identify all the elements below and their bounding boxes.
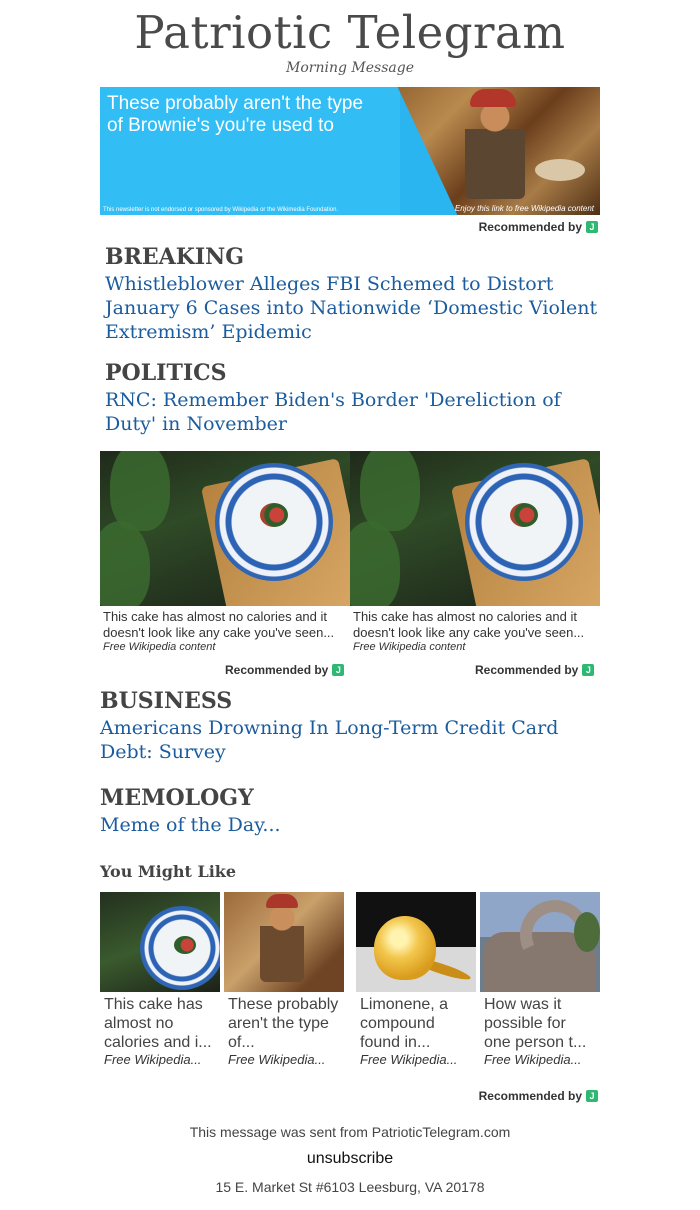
section-politics	[105, 360, 605, 436]
tile-caption[interactable]: These probably aren't the type of...	[228, 996, 339, 1051]
newsletter-title: Patriotic Telegram	[134, 6, 566, 59]
jeeng-logo-icon: J	[332, 664, 344, 676]
jeeng-logo-icon: J	[586, 1090, 598, 1102]
recommended-by-label: Recommended by	[475, 663, 579, 677]
section-business	[100, 688, 600, 764]
promo-card[interactable]	[100, 451, 350, 653]
banner-ad-cta[interactable]: Enjoy this link to free Wikipedia content	[454, 204, 594, 213]
promo-card-image[interactable]	[350, 451, 600, 606]
herb-leaf	[100, 521, 150, 606]
recommendation-tile[interactable]	[480, 892, 600, 1067]
masthead	[0, 0, 700, 76]
bowl	[535, 159, 585, 181]
banner-ad[interactable]	[100, 87, 600, 215]
banner-ad-headline[interactable]: These probably aren't the type of Brownie's you're used to	[107, 93, 364, 136]
tile-source: Free Wikipedia...	[104, 1052, 202, 1067]
story-link[interactable]: Americans Drowning In Long-Term Credit Card Debt: Survey	[100, 717, 559, 763]
promo-card-caption[interactable]: This cake has almost no calories and it doesn't look like any cake you've seen...	[103, 609, 335, 640]
section-category: BUSINESS	[100, 688, 233, 714]
recommended-by-link[interactable]	[475, 663, 594, 677]
tile-image[interactable]	[480, 892, 600, 992]
tile-image[interactable]	[356, 892, 476, 992]
recommended-by-link[interactable]	[479, 220, 598, 234]
section-memology	[100, 785, 600, 837]
section-category: BREAKING	[105, 244, 245, 270]
footer-address: 15 E. Market St #6103 Leesburg, VA 20178	[215, 1179, 485, 1195]
recommended-by-link[interactable]	[479, 1089, 598, 1103]
footer-sent-from: This message was sent from PatrioticTelegram.com	[189, 1124, 511, 1140]
jeeng-logo-icon: J	[586, 221, 598, 233]
recommended-by-label: Recommended by	[225, 663, 329, 677]
banner-ad-illustration	[370, 87, 600, 215]
tile-caption[interactable]: This cake has almost no calories and i...	[104, 996, 212, 1051]
limonene-drop	[374, 916, 436, 980]
promo-card-image[interactable]	[100, 451, 350, 606]
herb-leaf	[360, 451, 420, 531]
story-link[interactable]: Meme of the Day...	[100, 814, 281, 836]
story-link[interactable]: RNC: Remember Biden's Border 'Dereliction of Duty' in November	[105, 389, 561, 435]
tile-source: Free Wikipedia...	[360, 1052, 458, 1067]
recommendation-tile[interactable]	[224, 892, 344, 1067]
herb-leaf	[110, 451, 170, 531]
recommended-by-label: Recommended by	[478, 220, 582, 234]
section-category: MEMOLOGY	[100, 785, 254, 811]
you-might-like-grid	[100, 892, 600, 1072]
tile-source: Free Wikipedia...	[484, 1052, 582, 1067]
promo-pair	[100, 451, 600, 661]
story-link[interactable]: Whistleblower Alleges FBI Schemed to Distort January 6 Cases into Nationwide ‘Domestic Violent Extremism’ Epidemic	[105, 273, 598, 343]
promo-card-source: Free Wikipedia content	[353, 641, 466, 653]
tile-image[interactable]	[100, 892, 220, 992]
section-breaking	[105, 244, 605, 344]
tree	[574, 912, 600, 952]
tile-source: Free Wikipedia...	[228, 1052, 326, 1067]
recommendation-tile[interactable]	[356, 892, 476, 1067]
banner-ad-disclaimer: This newsletter is not endorsed or sponsored by Wikipedia or the Wikimedia Foundation.	[103, 207, 339, 213]
herb-leaf	[350, 521, 400, 606]
recommended-by-label: Recommended by	[478, 1089, 582, 1103]
you-might-like-title: You Might Like	[100, 862, 237, 881]
tile-caption[interactable]: How was it possible for one person t...	[484, 996, 587, 1051]
cake	[174, 936, 196, 954]
tile-image[interactable]	[224, 892, 344, 992]
tile-caption[interactable]: Limonene, a compound found in...	[360, 996, 449, 1051]
gnome-figure	[465, 99, 525, 199]
gnome-hat	[470, 89, 516, 107]
gnome-figure	[260, 902, 304, 982]
promo-card-source: Free Wikipedia content	[103, 641, 216, 653]
promo-card[interactable]	[350, 451, 600, 653]
jeeng-logo-icon: J	[582, 664, 594, 676]
unsubscribe-link[interactable]: unsubscribe	[306, 1150, 394, 1167]
recommendation-tile[interactable]	[100, 892, 220, 1067]
section-category: POLITICS	[105, 360, 227, 386]
newsletter-tagline: Morning Message	[286, 60, 414, 76]
recommended-by-link[interactable]	[225, 663, 344, 677]
cake	[260, 503, 288, 527]
gnome-hat	[266, 894, 298, 908]
cake	[510, 503, 538, 527]
promo-card-caption[interactable]: This cake has almost no calories and it doesn't look like any cake you've seen...	[353, 609, 585, 640]
